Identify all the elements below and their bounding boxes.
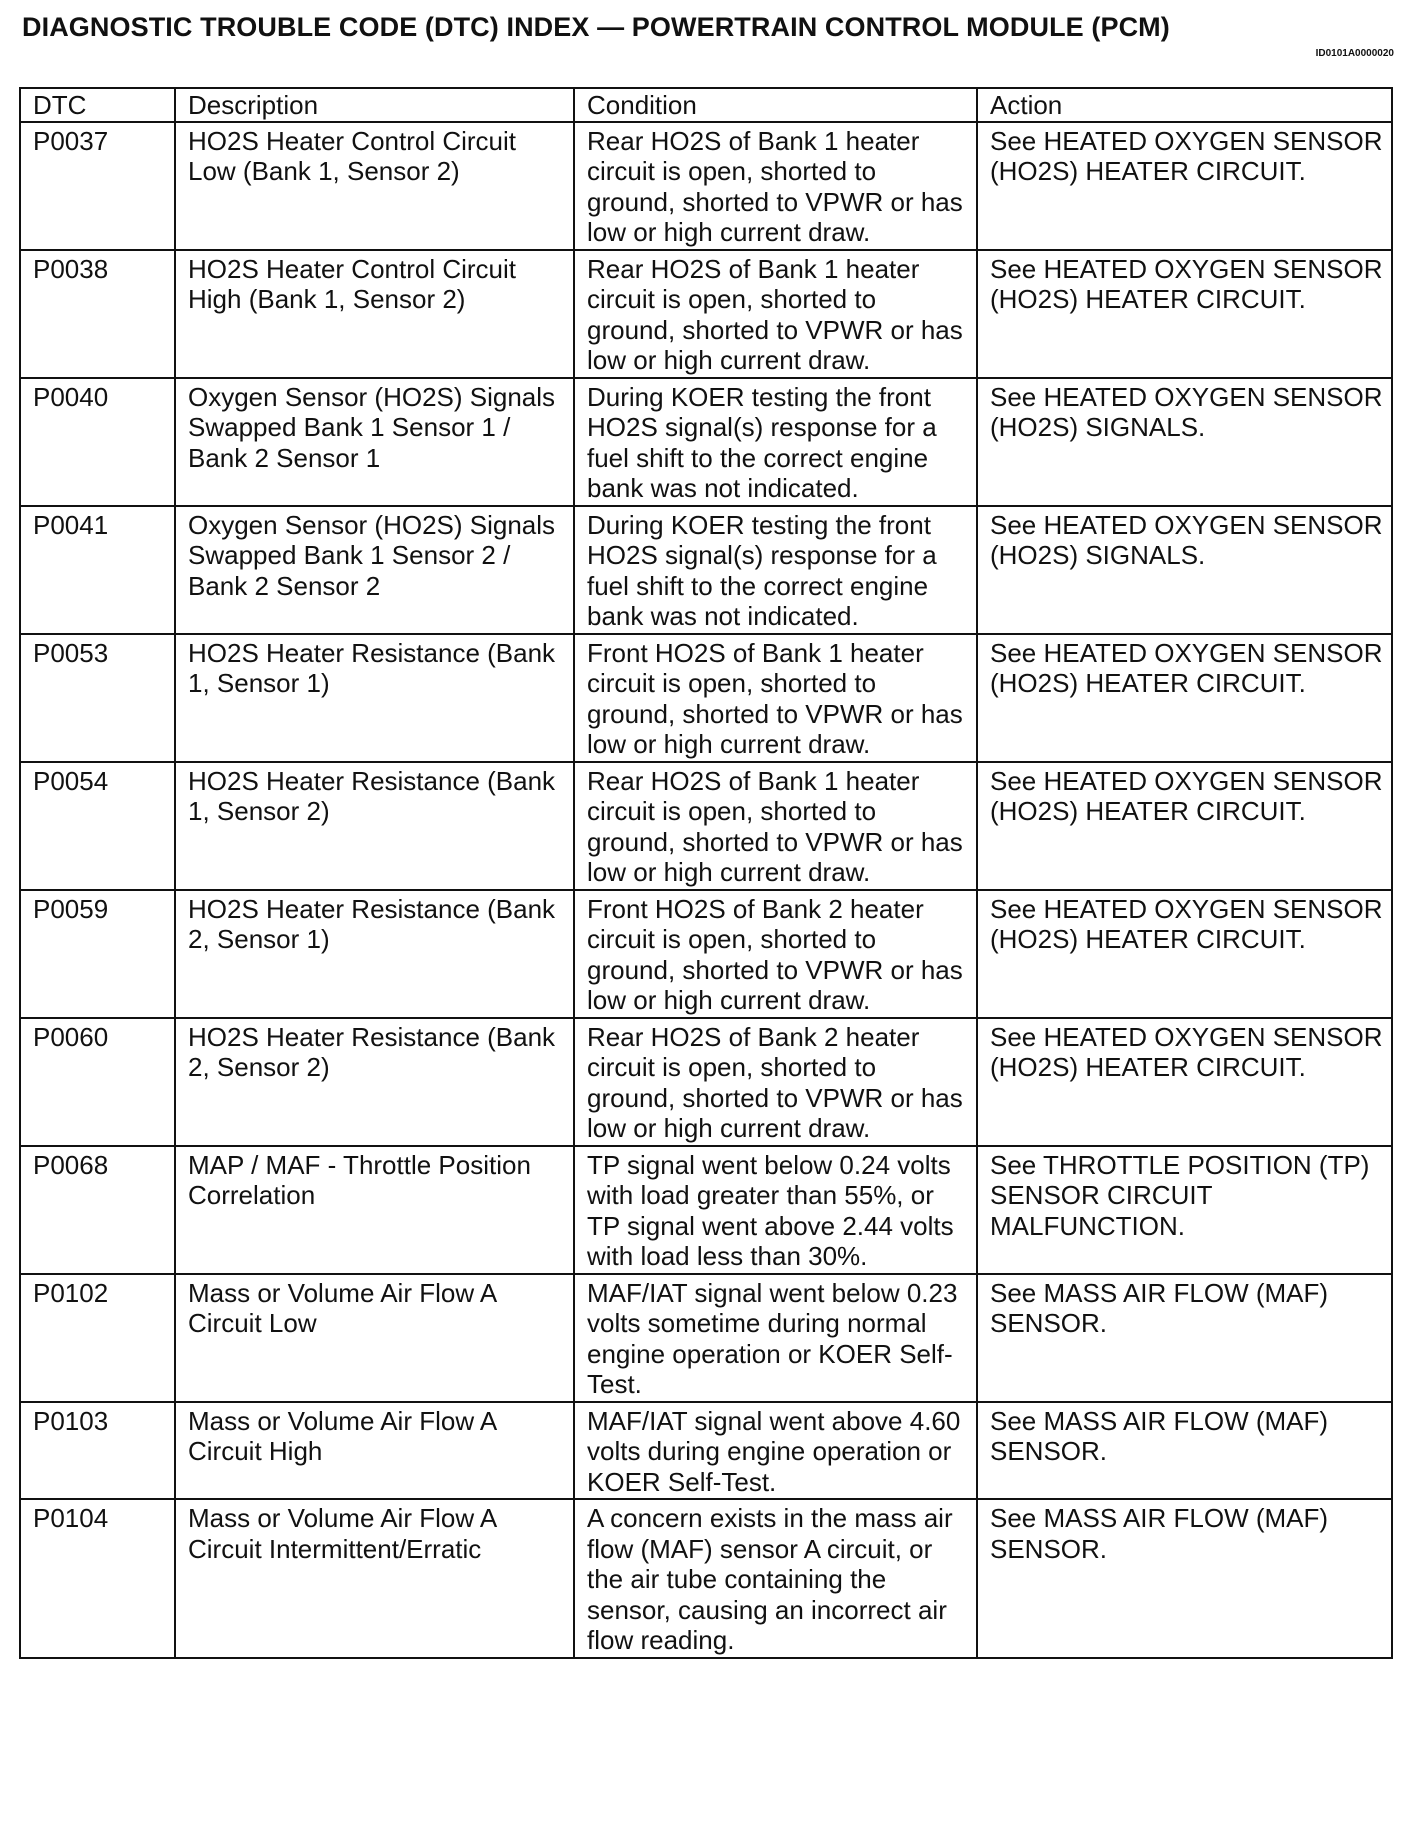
table-row bbox=[20, 634, 1392, 762]
dtc-description: MAP / MAF - Throttle Position Correlation bbox=[175, 1146, 574, 1274]
dtc-action: See HEATED OXYGEN SENSOR (HO2S) HEATER CIRCUIT. bbox=[977, 634, 1392, 762]
dtc-condition: TP signal went below 0.24 volts with load greater than 55%, or TP signal went above 2.44 volts with load less than 30%. bbox=[574, 1146, 977, 1274]
dtc-action: See THROTTLE POSITION (TP) SENSOR CIRCUIT MALFUNCTION. bbox=[977, 1146, 1392, 1274]
dtc-description: HO2S Heater Control Circuit Low (Bank 1, Sensor 2) bbox=[175, 122, 574, 250]
table-row bbox=[20, 1146, 1392, 1274]
dtc-code: P0102 bbox=[20, 1274, 175, 1402]
dtc-action: See HEATED OXYGEN SENSOR (HO2S) SIGNALS. bbox=[977, 378, 1392, 506]
table-row bbox=[20, 890, 1392, 1018]
header-dtc: DTC bbox=[20, 88, 175, 122]
dtc-description: Mass or Volume Air Flow A Circuit High bbox=[175, 1402, 574, 1500]
dtc-action: See MASS AIR FLOW (MAF) SENSOR. bbox=[977, 1499, 1392, 1658]
dtc-condition: Rear HO2S of Bank 1 heater circuit is open, shorted to ground, shorted to VPWR or has low or high current draw. bbox=[574, 250, 977, 378]
table-row bbox=[20, 1499, 1392, 1658]
table-row bbox=[20, 250, 1392, 378]
dtc-description: Mass or Volume Air Flow A Circuit Low bbox=[175, 1274, 574, 1402]
dtc-description: HO2S Heater Resistance (Bank 2, Sensor 2) bbox=[175, 1018, 574, 1146]
header-condition: Condition bbox=[574, 88, 977, 122]
dtc-action: See HEATED OXYGEN SENSOR (HO2S) SIGNALS. bbox=[977, 506, 1392, 634]
dtc-condition: MAF/IAT signal went above 4.60 volts during engine operation or KOER Self-Test. bbox=[574, 1402, 977, 1500]
dtc-code: P0053 bbox=[20, 634, 175, 762]
dtc-code: P0037 bbox=[20, 122, 175, 250]
table-row bbox=[20, 1274, 1392, 1402]
dtc-action: See HEATED OXYGEN SENSOR (HO2S) HEATER CIRCUIT. bbox=[977, 890, 1392, 1018]
dtc-description: Oxygen Sensor (HO2S) Signals Swapped Bank 1 Sensor 2 / Bank 2 Sensor 2 bbox=[175, 506, 574, 634]
dtc-condition: During KOER testing the front HO2S signal(s) response for a fuel shift to the correct engine bank was not indicated. bbox=[574, 506, 977, 634]
dtc-description: HO2S Heater Resistance (Bank 1, Sensor 2) bbox=[175, 762, 574, 890]
header-description: Description bbox=[175, 88, 574, 122]
table-row bbox=[20, 506, 1392, 634]
dtc-action: See HEATED OXYGEN SENSOR (HO2S) HEATER CIRCUIT. bbox=[977, 1018, 1392, 1146]
dtc-action: See HEATED OXYGEN SENSOR (HO2S) HEATER CIRCUIT. bbox=[977, 122, 1392, 250]
dtc-code: P0068 bbox=[20, 1146, 175, 1274]
dtc-action: See HEATED OXYGEN SENSOR (HO2S) HEATER CIRCUIT. bbox=[977, 250, 1392, 378]
dtc-action: See MASS AIR FLOW (MAF) SENSOR. bbox=[977, 1402, 1392, 1500]
dtc-code: P0038 bbox=[20, 250, 175, 378]
dtc-condition: MAF/IAT signal went below 0.23 volts sometime during normal engine operation or KOER Self-Test. bbox=[574, 1274, 977, 1402]
dtc-code: P0059 bbox=[20, 890, 175, 1018]
dtc-action: See MASS AIR FLOW (MAF) SENSOR. bbox=[977, 1274, 1392, 1402]
dtc-code: P0040 bbox=[20, 378, 175, 506]
dtc-description: HO2S Heater Resistance (Bank 1, Sensor 1) bbox=[175, 634, 574, 762]
dtc-description: HO2S Heater Control Circuit High (Bank 1, Sensor 2) bbox=[175, 250, 574, 378]
dtc-code: P0103 bbox=[20, 1402, 175, 1500]
dtc-action: See HEATED OXYGEN SENSOR (HO2S) HEATER CIRCUIT. bbox=[977, 762, 1392, 890]
dtc-code: P0041 bbox=[20, 506, 175, 634]
table-header-row bbox=[20, 88, 1392, 122]
dtc-condition: Rear HO2S of Bank 1 heater circuit is open, shorted to ground, shorted to VPWR or has low or high current draw. bbox=[574, 762, 977, 890]
dtc-condition: A concern exists in the mass air flow (MAF) sensor A circuit, or the air tube containing the sensor, causing an incorrect air flow reading. bbox=[574, 1499, 977, 1658]
document-id: ID0101A0000020 bbox=[1315, 48, 1394, 59]
table-row bbox=[20, 1018, 1392, 1146]
dtc-condition: During KOER testing the front HO2S signal(s) response for a fuel shift to the correct engine bank was not indicated. bbox=[574, 378, 977, 506]
table-row bbox=[20, 378, 1392, 506]
dtc-description: Oxygen Sensor (HO2S) Signals Swapped Bank 1 Sensor 1 / Bank 2 Sensor 1 bbox=[175, 378, 574, 506]
dtc-condition: Rear HO2S of Bank 2 heater circuit is open, shorted to ground, shorted to VPWR or has low or high current draw. bbox=[574, 1018, 977, 1146]
dtc-code: P0104 bbox=[20, 1499, 175, 1658]
dtc-description: Mass or Volume Air Flow A Circuit Intermittent/Erratic bbox=[175, 1499, 574, 1658]
dtc-condition: Front HO2S of Bank 1 heater circuit is open, shorted to ground, shorted to VPWR or has low or high current draw. bbox=[574, 634, 977, 762]
page-title: DIAGNOSTIC TROUBLE CODE (DTC) INDEX — POWERTRAIN CONTROL MODULE (PCM) bbox=[22, 12, 1170, 42]
table-row bbox=[20, 122, 1392, 250]
dtc-code: P0054 bbox=[20, 762, 175, 890]
dtc-index-table bbox=[19, 87, 1393, 1659]
dtc-code: P0060 bbox=[20, 1018, 175, 1146]
table-row bbox=[20, 1402, 1392, 1500]
header-action: Action bbox=[977, 88, 1392, 122]
dtc-condition: Front HO2S of Bank 2 heater circuit is open, shorted to ground, shorted to VPWR or has low or high current draw. bbox=[574, 890, 977, 1018]
table-row bbox=[20, 762, 1392, 890]
dtc-description: HO2S Heater Resistance (Bank 2, Sensor 1) bbox=[175, 890, 574, 1018]
dtc-condition: Rear HO2S of Bank 1 heater circuit is open, shorted to ground, shorted to VPWR or has low or high current draw. bbox=[574, 122, 977, 250]
